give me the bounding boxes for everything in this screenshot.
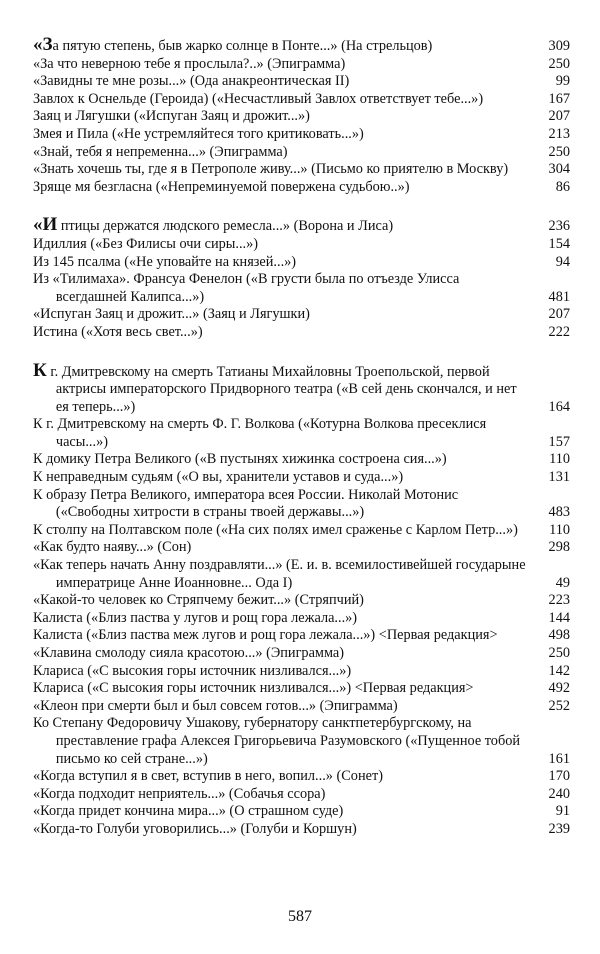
entry-text: «За что неверною тебе я прослыла?..» (Эпиграмма) [33,55,346,72]
entry-page: 131 [548,469,570,486]
index-entry [33,680,570,698]
index-entry [33,108,570,126]
entry-page: 167 [548,90,570,107]
index-entry [33,627,570,645]
index-entry [33,179,570,197]
index-entry [33,786,570,804]
entry-page: 170 [548,768,570,785]
entry-text: «Клавина смолоду сияла красотою...» (Эпиграмма) [33,645,345,661]
section-initial: «З [33,34,53,55]
index-entry [33,359,570,417]
entry-page: 298 [548,539,570,556]
entry-page: 99 [555,73,570,90]
entry-page: 154 [548,235,570,252]
entry-page: 250 [548,645,570,661]
section-initial: «И [33,214,58,236]
index-entry [33,451,570,469]
entry-page: 94 [555,253,570,270]
entry-page: 239 [548,820,570,837]
entry-page: 49 [555,574,570,591]
section-initial: К [33,359,47,381]
index-entry [33,522,570,540]
entry-text: Ко Степану Федоровичу Ушакову, губернатору санктпетербургскому, на преставление графа Алексея Григорьевича Разумовского («Пущенное тобой письмо ко сей стране...») [33,715,521,767]
index-entry [33,254,570,272]
entry-page: 157 [548,433,570,450]
entry-text: Из «Тилимаха». Франсуа Фенелон («В грусти была по отъезде Улисса всегдашней Калипса...») [33,271,460,305]
entry-page: 250 [548,143,570,160]
index-entry [33,557,570,592]
index-section-k [33,359,570,839]
entry-page: 207 [548,306,570,323]
index-section-i [33,216,570,341]
entry-text: а пятую степень, быв жарко солнце в Понте...» (На стрельцов) [52,38,433,54]
entry-page: 110 [549,451,570,468]
entry-text: «Как теперь начать Анну поздравляти...» (Е. и. в. всемилостивейшей государыне императрице Анне Иоанновне... Ода I) [33,557,526,591]
index-entry [33,236,570,254]
entry-text: К г. Дмитревскому на смерть Ф. Г. Волкова («Котурна Волкова пресеклися часы...») [33,416,487,450]
index-entry [33,803,570,821]
entry-text: Калиста («Близ паства у лугов и рощ гора лежала...») [33,609,358,626]
entry-text: К неправедным судьям («О вы, хранители уставов и суда...») [33,469,404,486]
entry-page: 483 [548,504,570,521]
entry-text: г. Дмитревскому на смерть Татианы Михайловны Троепольской, первой актрисы императорского Придворного театра («В сей день скончался, и нет ея теперь...») [46,363,517,415]
index-entry [33,144,570,162]
entry-text: «Как будто наяву...» (Сон) [33,539,192,556]
entry-page: 110 [549,521,570,538]
entry-page: 498 [548,627,570,644]
entry-text: птицы держатся людского ремесла...» (Ворона и Лиса) [57,218,394,235]
index-entry [33,306,570,324]
entry-page: 164 [548,398,570,415]
index-entry [33,768,570,786]
entry-page: 250 [548,55,570,72]
entry-text: Змея и Пила («Не устремляйтеся того критиковать...») [33,125,364,142]
entry-page: 222 [548,323,570,340]
index-entry [33,36,570,56]
entry-text: «Когда-то Голуби уговорились...» (Голуби и Коршун) [33,820,357,837]
entry-page: 481 [548,288,570,305]
entry-page: 236 [548,218,570,235]
entry-text: Зряще мя безгласна («Непреминуемой повержена судьбою..») [33,178,410,195]
entry-text: «Клеон при смерти был и был совсем готов...» (Эпиграмма) [33,697,398,714]
entry-text: «Знать хочешь ты, где я в Петрополе живу...» (Письмо ко приятелю в Москву) [33,161,509,178]
index-entry [33,663,570,681]
index-entry [33,161,570,179]
index-entry [33,592,570,610]
index-entry [33,821,570,839]
entry-page: 91 [555,803,570,820]
entry-page: 142 [548,662,570,679]
entry-page: 213 [548,125,570,142]
index-entry [33,715,570,768]
index-section-z [33,36,570,196]
index-entry [33,216,570,236]
entry-text: Калиста («Близ паства меж лугов и рощ гора лежала...») <Первая редакция> [33,627,498,644]
index-entry [33,56,570,74]
index-entry [33,487,570,522]
entry-page: 207 [548,108,570,125]
entry-page: 309 [548,38,570,54]
index-entry [33,126,570,144]
index-entry [33,271,570,306]
entry-page: 240 [548,785,570,802]
entry-page: 161 [548,750,570,767]
entry-text: Истина («Хотя весь свет...») [33,323,203,340]
entry-page: 86 [555,178,570,195]
page-number: 587 [288,908,312,925]
entry-text: Заяц и Лягушки («Испуган Заяц и дрожит...») [33,108,310,125]
entry-page: 223 [548,592,570,609]
entry-page: 304 [548,161,570,178]
entry-page: 252 [548,697,570,714]
entry-page: 492 [548,680,570,697]
index-page [33,36,570,839]
index-entry [33,610,570,628]
entry-text: «Знай, тебя я непременна...» (Эпиграмма) [33,143,288,160]
index-entry [33,539,570,557]
entry-text: Клариса («С высокия горы источник низливался...») <Первая редакция> [33,680,474,697]
entry-text: «Испуган Заяц и дрожит...» (Заяц и Лягушки) [33,306,310,323]
index-entry [33,416,570,451]
index-entry [33,698,570,716]
entry-text: «Какой-то человек ко Стряпчему бежит...» (Стряпчий) [33,592,364,609]
index-entry [33,324,570,342]
entry-page: 144 [548,609,570,626]
entry-text: «Когда придет кончина мира...» (О страшном суде) [33,803,344,820]
entry-text: Идиллия («Без Филисы очи сиры...») [33,235,259,252]
entry-text: К столпу на Полтавском поле («На сих полях имел сраженье с Карлом Петр...») [33,521,518,538]
index-entry [33,469,570,487]
entry-text: Из 145 псалма («Не уповайте на князей...») [33,253,297,270]
entry-text: К образу Петра Великого, императора всея России. Николай Мотонис («Свободны хитрости в страны твоей державы...») [33,486,459,521]
entry-text: «Когда подходит неприятель...» (Собачья ссора) [33,785,326,802]
index-entry [33,645,570,663]
entry-text: «Завидны те мне розы...» (Ода анакреонтическая II) [33,73,350,90]
entry-text: Завлох к Оснельде (Героида) («Несчастливый Завлох ответствует тебе...») [33,90,484,107]
entry-text: Клариса («С высокия горы источник низливался...») [33,662,352,679]
entry-text: «Когда вступил я в свет, вступив в него, вопил...» (Сонет) [33,768,383,785]
entry-text: К домику Петра Великого («В пустынях хижинка состроена сия...») [33,451,447,468]
index-entry [33,91,570,109]
index-entry [33,73,570,91]
